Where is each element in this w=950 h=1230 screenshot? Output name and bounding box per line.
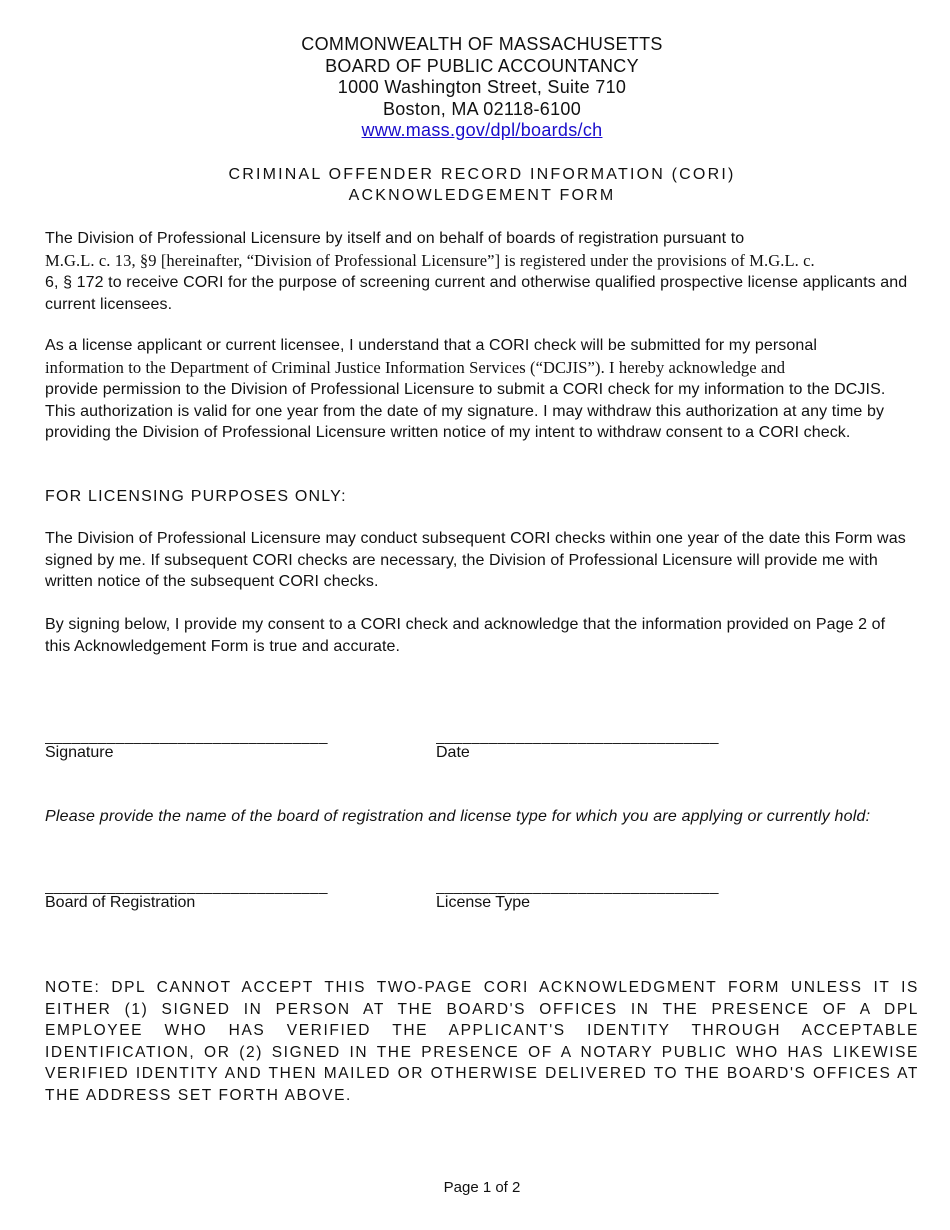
header-city: Boston, MA 02118-6100 xyxy=(382,98,582,119)
form-title-line2: ACKNOWLEDGEMENT FORM xyxy=(348,187,616,204)
date-line[interactable]: ________________________________ xyxy=(436,728,719,745)
header-street: 1000 Washington Street, Suite 710 xyxy=(337,77,627,97)
agency-header xyxy=(0,34,950,142)
paragraph-signing-consent: By signing below, I provide my consent to a CORI check and acknowledge that the information provided on Page 2 of this Acknowledgement Form is true and accurate. xyxy=(45,616,886,655)
paragraph-consent: As a license applicant or current licensee, I understand that a CORI check will be submitted for my personal information to the Department of Criminal Justice Information Services (“DCJIS”). I hereby acknowledge and provide permission to the Division of Professional Licensure to submit a CORI check for my information to the DCJIS. This authorization is valid for one year from the date of my signature. I may withdraw this authorization at any time by providing the Division of Professional Licensure written notice of my intent to withdraw consent to a CORI check. xyxy=(45,337,886,441)
license-type-line[interactable]: ________________________________ xyxy=(436,878,719,895)
licensing-purposes-heading: FOR LICENSING PURPOSES ONLY: xyxy=(45,488,347,505)
signature-label: Signature xyxy=(45,744,114,761)
board-license-prompt: Please provide the name of the board of registration and license type for which you are applying or currently hold: xyxy=(45,808,871,825)
form-title xyxy=(0,164,950,206)
board-of-registration-label: Board of Registration xyxy=(45,894,196,911)
date-label: Date xyxy=(436,744,470,761)
signature-line[interactable]: ________________________________ xyxy=(45,728,328,745)
form-title-line1: CRIMINAL OFFENDER RECORD INFORMATION (CORI) xyxy=(228,166,736,183)
header-board: BOARD OF PUBLIC ACCOUNTANCY xyxy=(325,55,639,76)
board-of-registration-line[interactable]: ________________________________ xyxy=(45,878,328,895)
paragraph-registration: The Division of Professional Licensure by itself and on behalf of boards of registration pursuant to M.G.L. c. 13, §9 [hereinafter, “Division of Professional Licensure”] is registered under the provisions of M.G.L. c. 6, § 172 to receive CORI for the purpose of screening current and otherwise qualified prospective license applicants and current licensees. xyxy=(45,230,908,313)
page-number: Page 1 of 2 xyxy=(443,1179,521,1196)
license-type-label: License Type xyxy=(436,894,530,911)
notarization-note: NOTE: DPL CANNOT ACCEPT THIS TWO-PAGE CORI ACKNOWLEDGMENT FORM UNLESS IT IS EITHER (1) SIGNED IN PERSON AT THE BOARD'S OFFICES IN THE PRESENCE OF A DPL EMPLOYEE WHO HAS VERIFIED THE APPLICANT'S IDENTITY THROUGH ACCEPTABLE IDENTIFICATION, OR (2) SIGNED IN THE PRESENCE OF A NOTARY PUBLIC WHO HAS LIKEWISE VERIFIED IDENTITY AND THEN MAILED OR OTHERWISE DELIVERED TO THE BOARD'S OFFICES AT THE ADDRESS SET FORTH ABOVE. xyxy=(45,979,919,1104)
board-website-link[interactable]: www.mass.gov/dpl/boards/ch xyxy=(361,120,603,140)
paragraph-subsequent-checks: The Division of Professional Licensure may conduct subsequent CORI checks within one year of the date this Form was signed by me. If subsequent CORI checks are necessary, the Division of Professional Licensure will provide me with written notice of the subsequent CORI checks. xyxy=(45,530,906,590)
header-commonwealth: COMMONWEALTH OF MASSACHUSETTS xyxy=(301,34,663,54)
